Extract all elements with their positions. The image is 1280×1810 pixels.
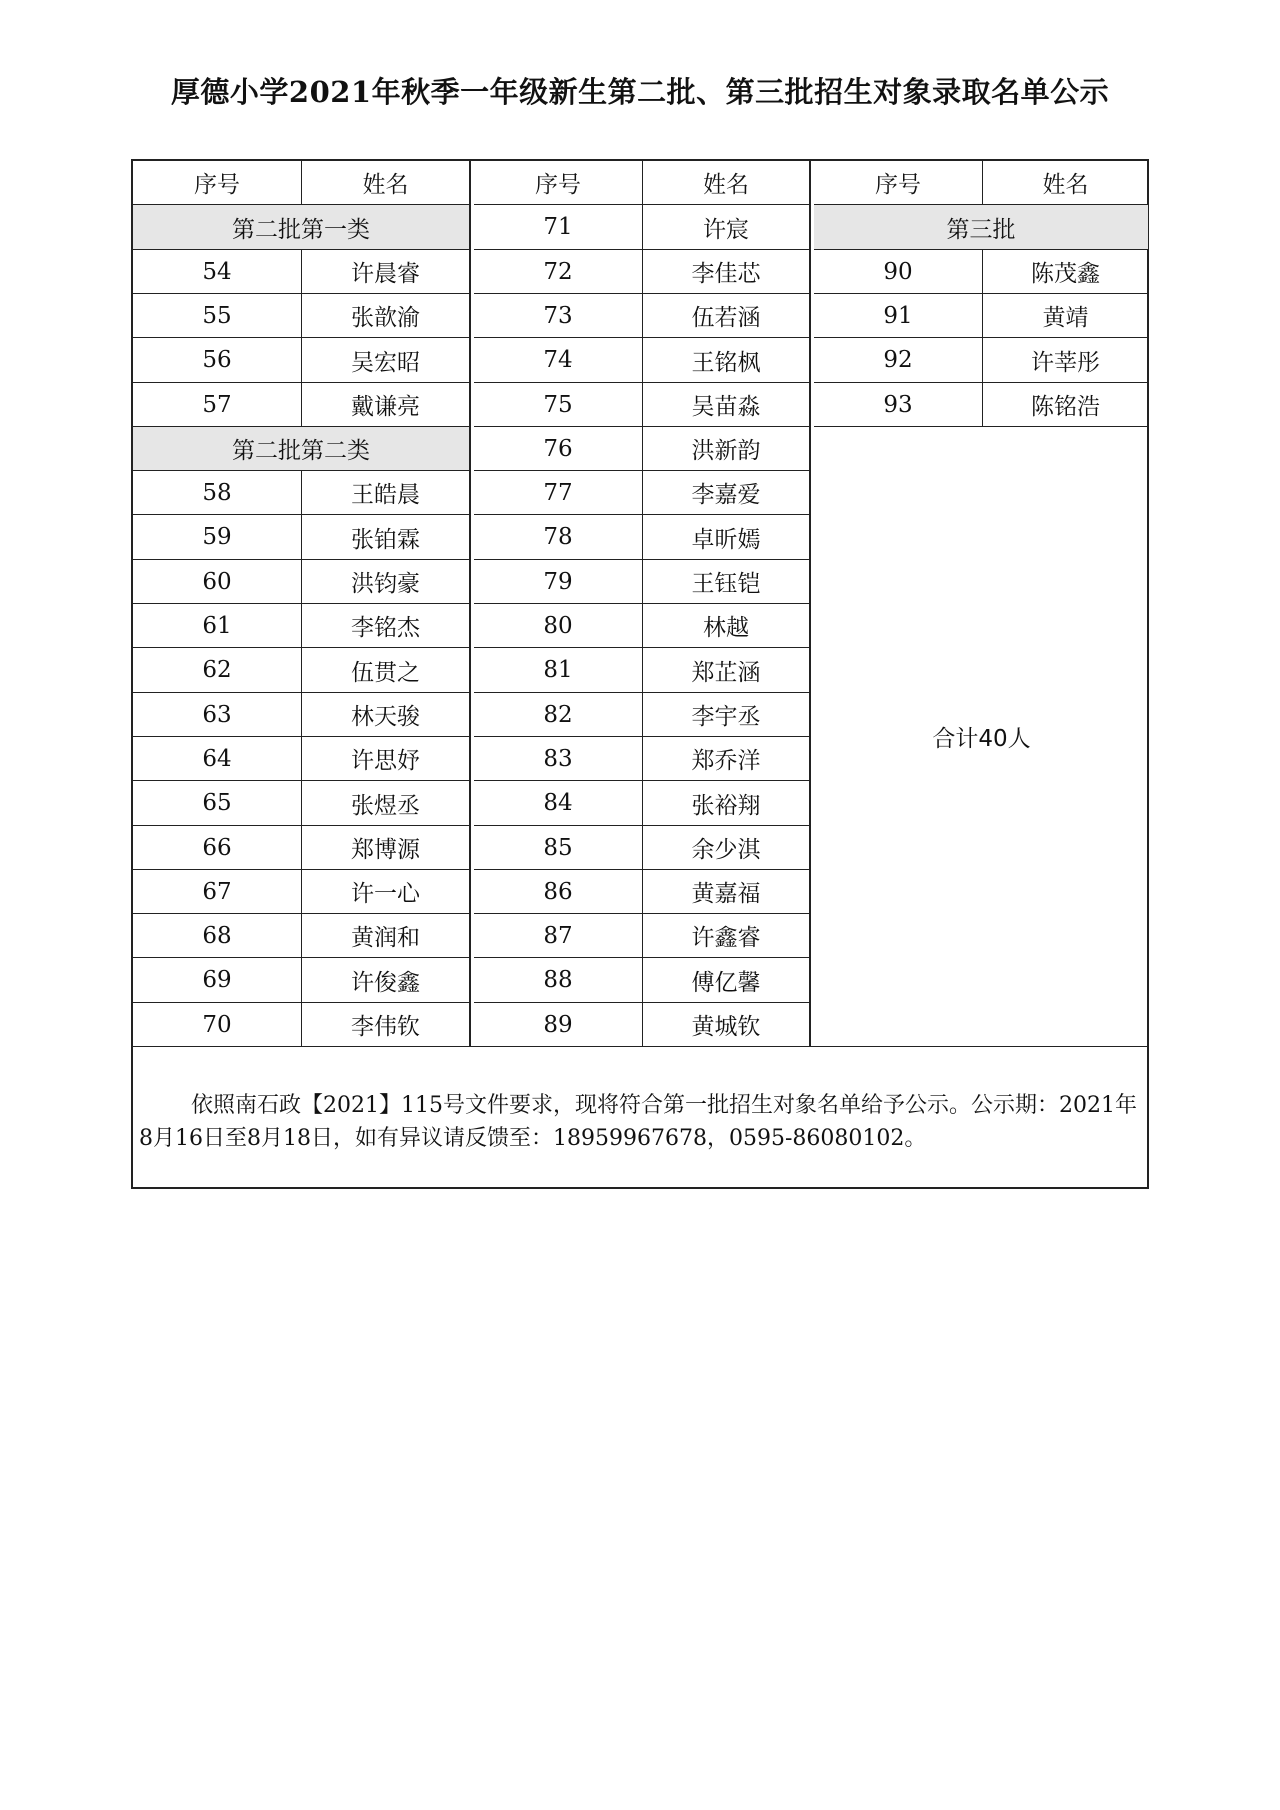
name-cell: 郑芷涵 [643, 648, 810, 693]
seq-cell: 92 [814, 338, 983, 383]
name-cell: 许俊鑫 [302, 958, 470, 1003]
seq-cell: 87 [474, 914, 643, 958]
seq-cell: 72 [474, 250, 643, 294]
seq-cell: 70 [133, 1003, 302, 1047]
name-cell: 洪钧豪 [302, 560, 470, 604]
header-name: 姓名 [983, 161, 1149, 205]
seq-cell: 93 [814, 383, 983, 427]
seq-cell: 89 [474, 1003, 643, 1047]
name-cell: 林天骏 [302, 693, 470, 737]
name-cell: 余少淇 [643, 826, 810, 870]
header-seq: 序号 [474, 161, 643, 205]
name-cell: 李铭杰 [302, 604, 470, 648]
name-cell: 李嘉爱 [643, 471, 810, 515]
seq-cell: 85 [474, 826, 643, 870]
seq-cell: 62 [133, 648, 302, 693]
seq-cell: 73 [474, 294, 643, 338]
name-cell: 郑乔洋 [643, 737, 810, 781]
name-cell: 黄润和 [302, 914, 470, 958]
admission-list-table [131, 159, 1149, 1189]
seq-cell: 88 [474, 958, 643, 1003]
seq-cell: 91 [814, 294, 983, 338]
seq-cell: 65 [133, 781, 302, 826]
name-cell: 许思妤 [302, 737, 470, 781]
name-cell: 郑博源 [302, 826, 470, 870]
name-cell: 王皓晨 [302, 471, 470, 515]
seq-cell: 64 [133, 737, 302, 781]
seq-cell: 59 [133, 515, 302, 560]
name-cell: 许莘彤 [983, 338, 1149, 383]
total-count: 合计40人 [814, 427, 1149, 1047]
section-batch2-class2: 第二批第二类 [133, 427, 470, 471]
seq-cell: 80 [474, 604, 643, 648]
name-cell: 伍贯之 [302, 648, 470, 693]
header-name: 姓名 [643, 161, 810, 205]
name-cell: 许宸 [643, 205, 810, 250]
name-cell: 张铂霖 [302, 515, 470, 560]
seq-cell: 75 [474, 383, 643, 427]
name-cell: 张煜丞 [302, 781, 470, 826]
seq-cell: 77 [474, 471, 643, 515]
seq-cell: 90 [814, 250, 983, 294]
table-bottom-rule [133, 1046, 1147, 1047]
name-cell: 张歆渝 [302, 294, 470, 338]
name-cell: 李佳芯 [643, 250, 810, 294]
seq-cell: 69 [133, 958, 302, 1003]
name-cell: 戴谦亮 [302, 383, 470, 427]
name-cell: 吴苗淼 [643, 383, 810, 427]
name-cell: 王钰铠 [643, 560, 810, 604]
seq-cell: 60 [133, 560, 302, 604]
seq-cell: 63 [133, 693, 302, 737]
name-cell: 张裕翔 [643, 781, 810, 826]
name-cell: 陈铭浩 [983, 383, 1149, 427]
seq-cell: 58 [133, 471, 302, 515]
name-cell: 李伟钦 [302, 1003, 470, 1047]
name-cell: 黄靖 [983, 294, 1149, 338]
name-cell: 卓昕嫣 [643, 515, 810, 560]
name-cell: 王铭枫 [643, 338, 810, 383]
seq-cell: 55 [133, 294, 302, 338]
page-title: 厚德小学2021年秋季一年级新生第二批、第三批招生对象录取名单公示 [170, 75, 1110, 109]
seq-cell: 82 [474, 693, 643, 737]
header-name: 姓名 [302, 161, 470, 205]
name-cell: 洪新韵 [643, 427, 810, 471]
seq-cell: 68 [133, 914, 302, 958]
seq-cell: 78 [474, 515, 643, 560]
name-cell: 林越 [643, 604, 810, 648]
name-cell: 许一心 [302, 870, 470, 914]
name-cell: 伍若涵 [643, 294, 810, 338]
seq-cell: 66 [133, 826, 302, 870]
seq-cell: 84 [474, 781, 643, 826]
name-cell: 吴宏昭 [302, 338, 470, 383]
name-cell: 李宇丞 [643, 693, 810, 737]
name-cell: 许晨睿 [302, 250, 470, 294]
header-seq: 序号 [814, 161, 983, 205]
header-seq: 序号 [133, 161, 302, 205]
name-cell: 陈茂鑫 [983, 250, 1149, 294]
name-cell: 傅亿馨 [643, 958, 810, 1003]
seq-cell: 54 [133, 250, 302, 294]
seq-cell: 61 [133, 604, 302, 648]
section-batch3: 第三批 [814, 205, 1149, 250]
seq-cell: 76 [474, 427, 643, 471]
notice-text: 依照南石政【2021】115号文件要求，现将符合第一批招生对象名单给予公示。公示期：2021年8月16日至8月18日，如有异议请反馈至：18959967678，0595-86080102。 [139, 1093, 1137, 1151]
seq-cell: 81 [474, 648, 643, 693]
name-cell: 黄嘉福 [643, 870, 810, 914]
name-cell: 许鑫睿 [643, 914, 810, 958]
seq-cell: 67 [133, 870, 302, 914]
name-cell: 黄城钦 [643, 1003, 810, 1047]
section-batch2-class1: 第二批第一类 [133, 205, 470, 250]
seq-cell: 83 [474, 737, 643, 781]
seq-cell: 86 [474, 870, 643, 914]
seq-cell: 74 [474, 338, 643, 383]
seq-cell: 79 [474, 560, 643, 604]
seq-cell: 56 [133, 338, 302, 383]
seq-cell: 57 [133, 383, 302, 427]
seq-cell: 71 [474, 205, 643, 250]
